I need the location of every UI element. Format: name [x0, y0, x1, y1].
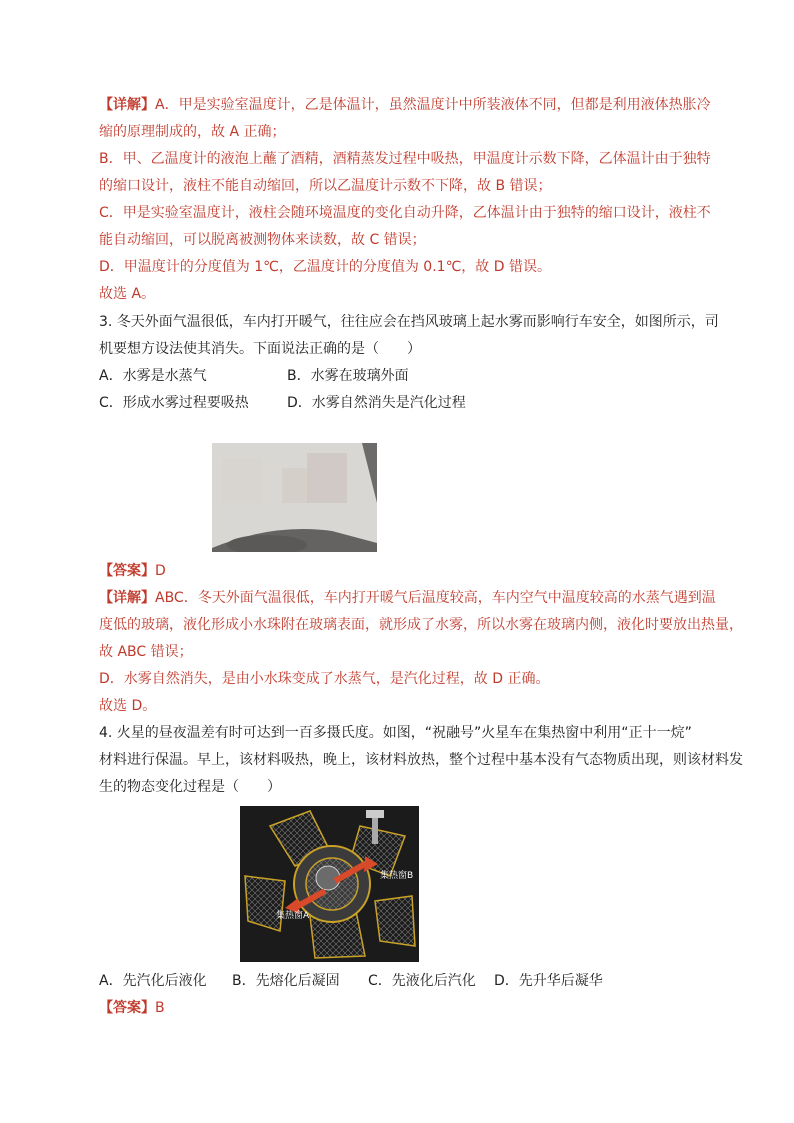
detail-tag: 【详解】	[99, 97, 155, 113]
q3-option-a: A．水雾是水蒸气	[99, 368, 207, 384]
q4-option-d: D．先升华后凝华	[494, 973, 603, 989]
heat-window-b-label: 集热窗B	[380, 871, 414, 881]
q3-stem-line-1: 3. 冬天外面气温很低，车内打开暖气，往往应会在挡风玻璃上起水雾而影响行车安全，如图所示，司	[99, 314, 719, 330]
q3-stem-line-2: 机要想方设法使其消失。下面说法正确的是（ ）	[99, 341, 421, 357]
mars-rover-heat-window-photo	[240, 806, 419, 962]
q2-detail-line-4: 的缩口设计，液柱不能自动缩回，所以乙温度计示数不下降，故 B 错误；	[99, 178, 552, 194]
foggy-windshield-photo	[212, 443, 377, 552]
heat-window-a-label: 集热窗A	[276, 911, 310, 921]
q2-detail-line-1: 【详解】A．甲是实验室温度计，乙是体温计，虽然温度计中所装液体不同，但都是利用液体热胀冷	[99, 97, 711, 113]
q3-detail-line-5: 故选 D。	[99, 698, 157, 714]
q4-option-a: A．先汽化后液化	[99, 973, 207, 989]
answer-tag: 【答案】	[99, 563, 155, 579]
q3-detail-line-3: 故 ABC 错误；	[99, 644, 193, 660]
q2-detail-line-3: B．甲、乙温度计的液泡上蘸了酒精，酒精蒸发过程中吸热，甲温度计示数下降，乙体温计由于独特	[99, 151, 711, 167]
q4-option-b: B．先熔化后凝固	[232, 973, 340, 989]
q2-detail-line-6: 能自动缩回，可以脱离被测物体来读数，故 C 错误；	[99, 232, 426, 248]
q2-detail-line-5: C．甲是实验室温度计，液柱会随环境温度的变化自动升降，乙体温计由于独特的缩口设计，液柱不	[99, 205, 711, 221]
q3-option-c: C．形成水雾过程要吸热	[99, 395, 249, 411]
answer-tag: 【答案】	[99, 1000, 155, 1016]
q4-stem-line-1: 4. 火星的昼夜温差有时可达到一百多摄氏度。如图，“祝融号”火星车在集热窗中利用“正十一烷”	[99, 725, 692, 741]
foggy-windshield-image	[212, 443, 377, 552]
q3-answer: 【答案】D	[99, 563, 166, 579]
mars-rover-image	[240, 806, 419, 962]
q3-option-d: D．水雾自然消失是汽化过程	[287, 395, 466, 411]
q4-answer: 【答案】B	[99, 1000, 165, 1016]
q3-option-b: B．水雾在玻璃外面	[287, 368, 409, 384]
q4-stem-line-2: 材料进行保温。早上，该材料吸热，晚上，该材料放热，整个过程中基本没有气态物质出现，则该材料发	[99, 752, 743, 768]
detail-tag: 【详解】	[99, 590, 155, 606]
q4-option-c: C．先液化后汽化	[368, 973, 476, 989]
q2-detail-line-8: 故选 A。	[99, 286, 156, 302]
q3-detail-line-2: 度低的玻璃，液化形成小水珠附在玻璃表面，就形成了水雾，所以水雾在玻璃内侧，液化时要放出热量，	[99, 617, 743, 633]
q3-detail-line-4: D．水雾自然消失，是由小水珠变成了水蒸气，是汽化过程，故 D 正确。	[99, 671, 550, 687]
q4-stem-line-3: 生的物态变化过程是（ ）	[99, 779, 281, 795]
q2-detail-line-2: 缩的原理制成的，故 A 正确；	[99, 124, 286, 140]
q2-detail-line-7: D．甲温度计的分度值为 1℃，乙温度计的分度值为 0.1℃，故 D 错误。	[99, 259, 551, 275]
q3-detail-line-1: 【详解】ABC．冬天外面气温很低，车内打开暖气后温度较高，车内空气中温度较高的水蒸气遇到温	[99, 590, 716, 606]
